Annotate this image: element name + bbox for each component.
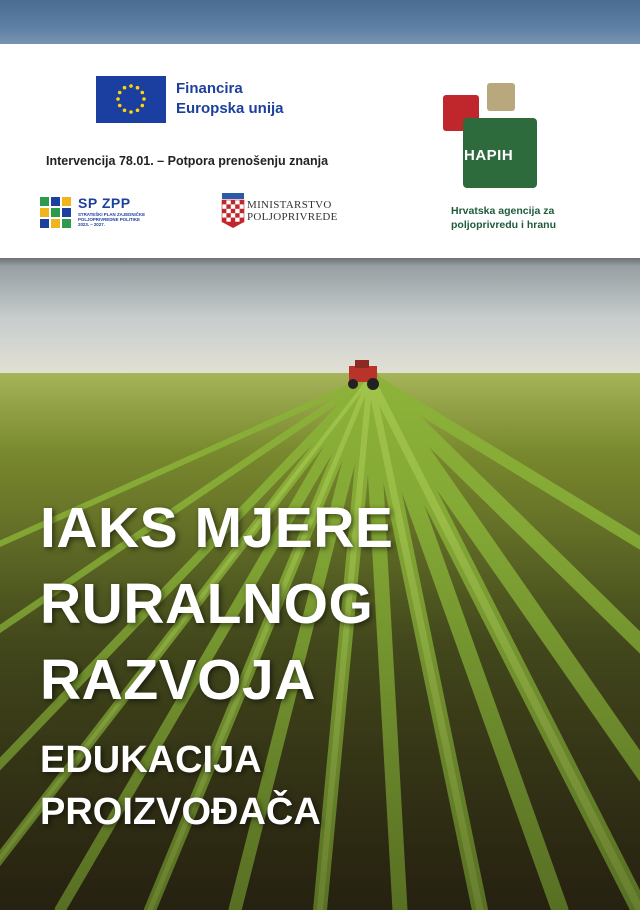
ministry-name xyxy=(247,199,338,223)
eu-line-2: Europska unija xyxy=(176,100,284,117)
spzpp-logo xyxy=(38,194,148,232)
ministry-logo xyxy=(219,191,349,233)
eu-flag-icon xyxy=(96,76,166,123)
title-line-1: IAKS MJERE xyxy=(40,496,394,560)
spzpp-subtitle: STRATEŠKI PLAN ZAJEDNIČKE POLJOPRIVREDNE POLITIKE 2023. – 2027. xyxy=(78,212,146,227)
spzpp-emblem-icon xyxy=(38,195,74,231)
hapih-caption-line-2: poljoprivredu i hranu xyxy=(451,219,557,231)
ministry-line-2: POLJOPRIVREDE xyxy=(247,211,338,223)
hapih-logo-icon xyxy=(441,80,539,190)
subtitle-line-1: EDUKACIJA xyxy=(40,739,262,781)
spzpp-title: SP ZPP xyxy=(78,195,131,211)
title-line-3: RAZVOJA xyxy=(40,648,316,712)
title-line-2: RURALNOG xyxy=(40,572,374,636)
eu-line-1: Financira xyxy=(176,80,243,97)
logo-header xyxy=(0,44,640,258)
cover-title xyxy=(40,490,393,718)
top-sky-strip xyxy=(0,0,640,44)
intervention-text: Intervencija 78.01. – Potpora prenošenju znanja xyxy=(46,154,329,168)
hapih-caption xyxy=(451,204,556,232)
eu-funding-text xyxy=(176,79,284,119)
ministry-line-1: MINISTARSTVO xyxy=(247,199,332,211)
cover-subtitle xyxy=(40,734,321,838)
croatian-coat-of-arms-icon xyxy=(221,193,245,229)
header-shadow xyxy=(0,258,640,266)
hapih-caption-line-1: Hrvatska agencija za xyxy=(451,205,555,217)
subtitle-line-2: PROIZVOĐAČA xyxy=(40,791,321,833)
hapih-label: HAPIH xyxy=(464,147,514,164)
